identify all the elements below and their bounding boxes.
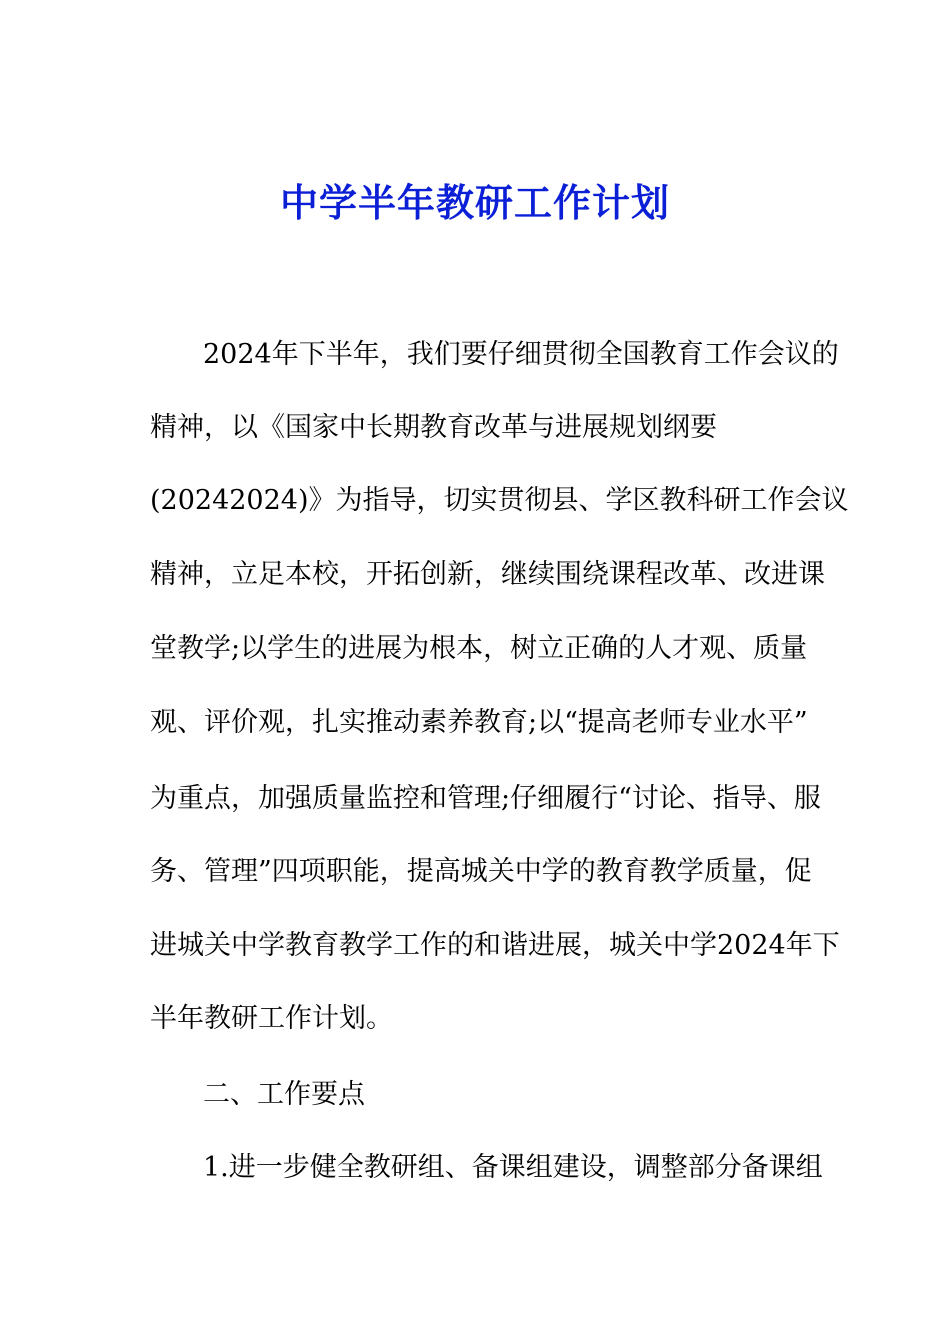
paragraph-line: 半年教研工作计划。 — [150, 1003, 393, 1034]
paragraph-line: 为重点，加强质量监控和管理;仔细履行“讨论、指导、服 — [150, 783, 821, 814]
list-item: 1.进一步健全教研组、备课组建设，调整部分备课组 — [203, 1152, 823, 1183]
document-title: 中学半年教研工作计划 — [279, 180, 670, 225]
paragraph-line: 2024年下半年，我们要仔细贯彻全国教育工作会议的 — [203, 339, 839, 370]
paragraph-line: 进城关中学教育教学工作的和谐进展，城关中学2024年下 — [150, 930, 840, 961]
paragraph-line: 务、管理”四项职能，提高城关中学的教育教学质量，促 — [150, 856, 812, 887]
paragraph-line: 观、评价观，扎实推动素养教育;以“提高老师专业水平” — [150, 707, 808, 738]
paragraph-line: 精神，立足本校，开拓创新，继续围绕课程改革、改进课 — [150, 559, 825, 590]
paragraph-line: 堂教学;以学生的进展为根本，树立正确的人才观、质量 — [150, 633, 808, 664]
section-heading: 二、工作要点 — [203, 1079, 365, 1110]
paragraph-line: (20242024)》为指导，切实贯彻县、学区教科研工作会议 — [150, 485, 849, 516]
paragraph-line: 精神，以《国家中长期教育改革与进展规划纲要 — [150, 412, 717, 443]
